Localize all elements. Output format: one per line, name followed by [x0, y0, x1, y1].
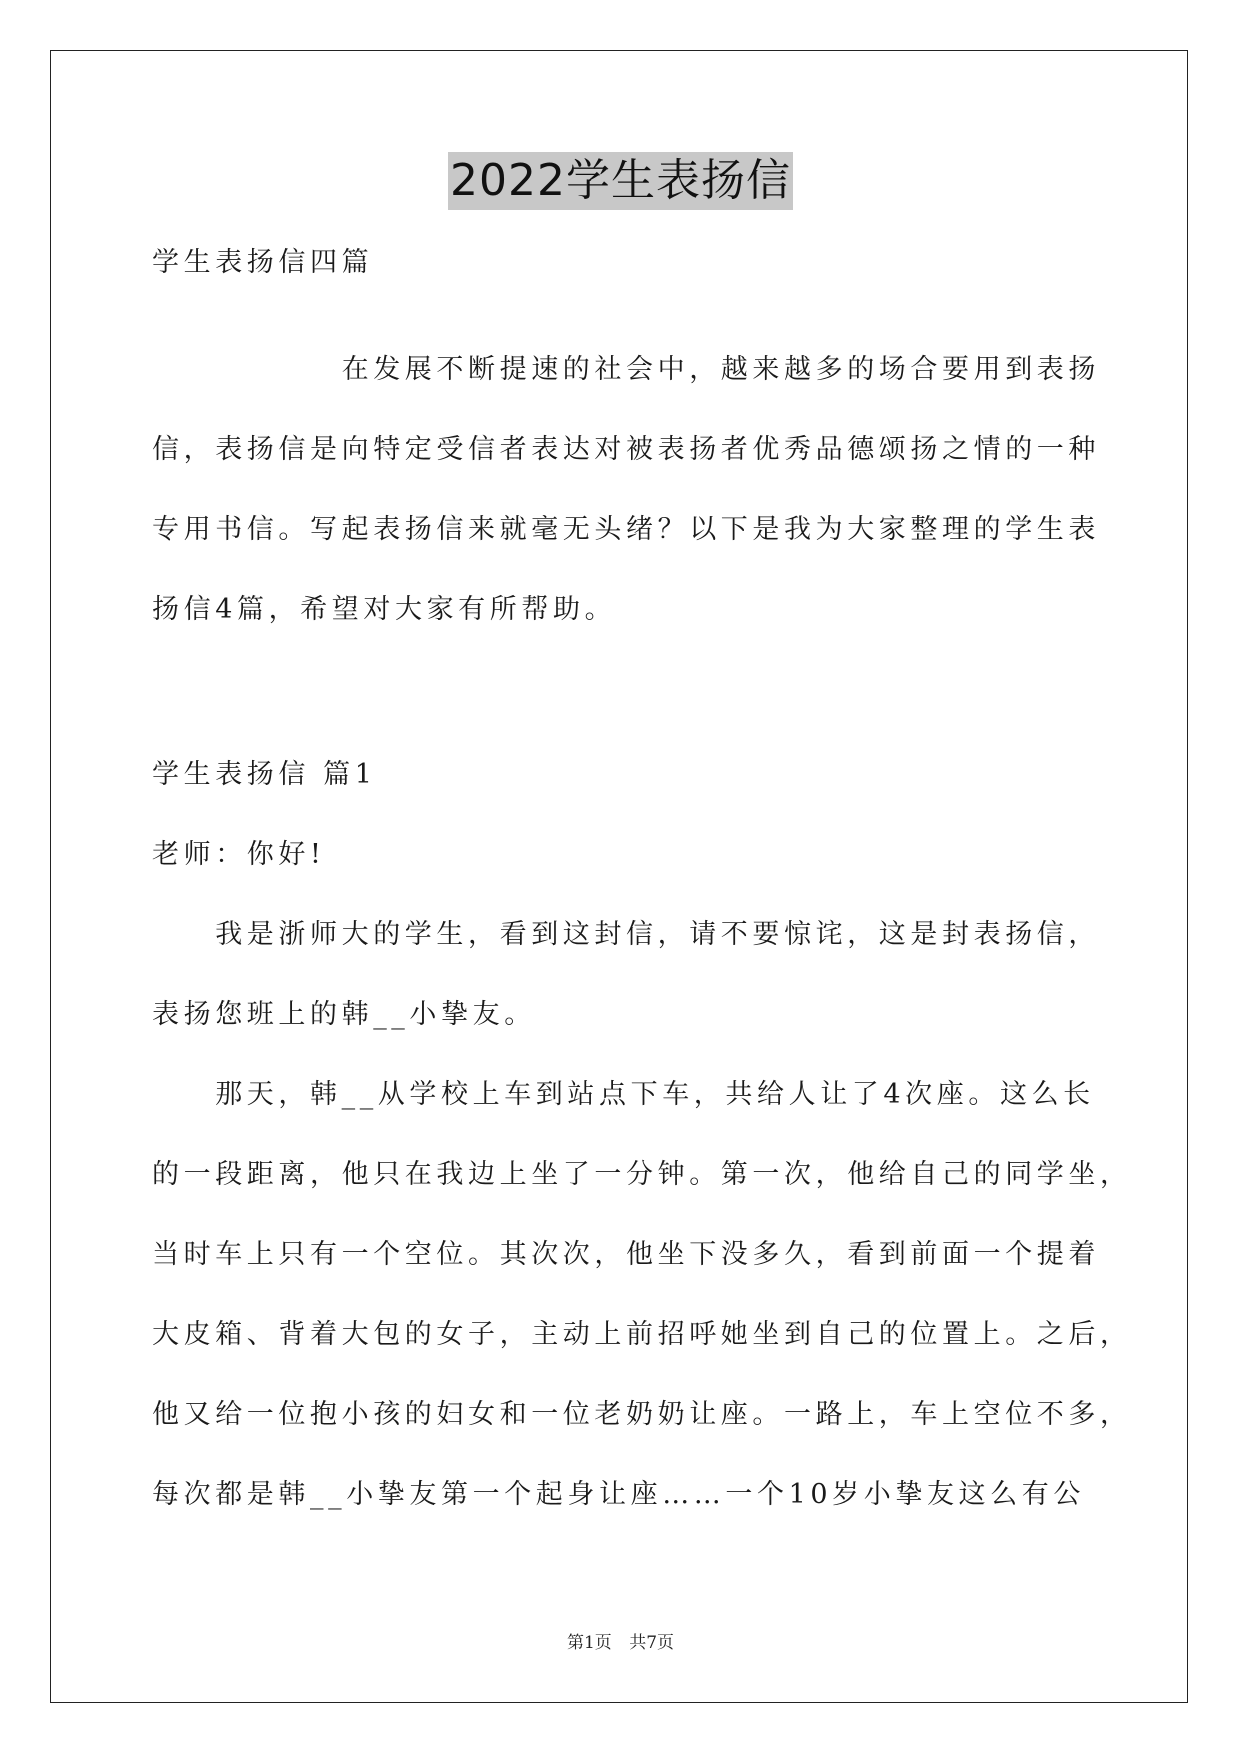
paragraph-line: 我是浙师大的学生，看到这封信，请不要惊诧，这是封表扬信， [152, 919, 1100, 950]
paragraph-line: 专用书信。写起表扬信来就毫无头绪？以下是我为大家整理的学生表 [152, 514, 1100, 545]
paragraph-line: 那天，韩__从学校上车到站点下车，共给人让了4次座。这么长 [152, 1079, 1095, 1110]
section-heading: 学生表扬信四篇 [152, 247, 374, 278]
paragraph-line: 扬信4篇，希望对大家有所帮助。 [152, 594, 617, 625]
section-heading: 学生表扬信 篇1 [152, 759, 377, 790]
page-number-total: 共7页 [629, 1633, 675, 1653]
paragraph-line: 每次都是韩__小挚友第一个起身让座……一个10岁小挚友这么有公 [152, 1479, 1085, 1510]
paragraph-line: 当时车上只有一个空位。其次次，他坐下没多久，看到前面一个提着 [152, 1239, 1100, 1270]
paragraph-line: 大皮箱、背着大包的女子，主动上前招呼她坐到自己的位置上。之后， [152, 1319, 1132, 1350]
page-footer [0, 1632, 1241, 1654]
paragraph-line: 在发展不断提速的社会中，越来越多的场合要用到表扬 [152, 354, 1100, 385]
paragraph-line: 他又给一位抱小孩的妇女和一位老奶奶让座。一路上，车上空位不多， [152, 1399, 1132, 1430]
page-number-current: 第1页 [566, 1633, 612, 1653]
page-border [50, 50, 1188, 1703]
paragraph-line: 表扬您班上的韩__小挚友。 [152, 999, 536, 1030]
salutation: 老师：你好! [152, 839, 326, 870]
paragraph-line: 的一段距离，他只在我边上坐了一分钟。第一次，他给自己的同学坐， [152, 1159, 1132, 1190]
title-container [0, 152, 1241, 210]
document-title: 2022学生表扬信 [448, 152, 793, 210]
paragraph-line: 信，表扬信是向特定受信者表达对被表扬者优秀品德颂扬之情的一种 [152, 434, 1100, 465]
